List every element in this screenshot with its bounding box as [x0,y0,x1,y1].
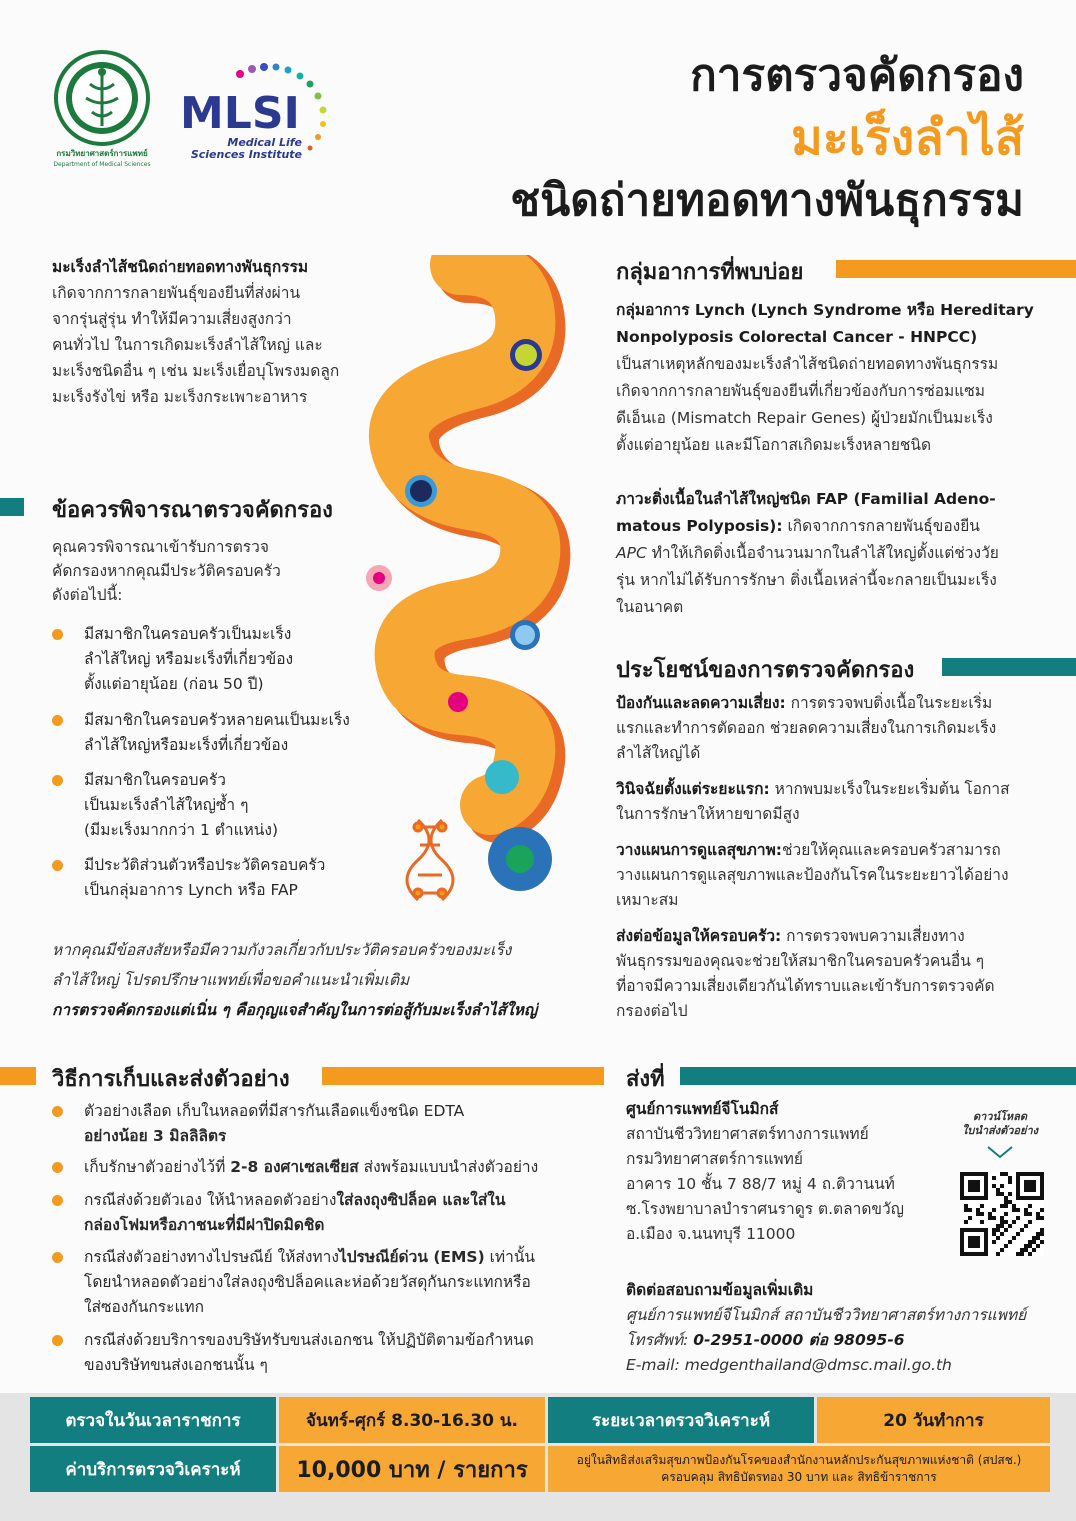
email-link: E-mail: medgenthailand@dmsc.mail.go.th [626,1356,952,1374]
intro-line: จากรุ่นสู่รุ่น ทำให้มีความเสี่ยงสูงกว่า [52,310,292,328]
intro-block [52,254,382,410]
title-line-2: มะเร็งลำไส้ [791,110,1024,166]
sample-item: กรณีส่งตัวอย่างทางไปรษณีย์ ให้ส่งทางไปรษณีย์ด่วน (EMS) เท่านั้น โดยนำหลอดตัวอย่างใส่ลงถุงซิปล็อคและห่อด้วยวัสดุกันกระแทกหรือ ใส่ซองกันกระแทก [52,1245,592,1320]
syndromes-heading: กลุ่มอาการที่พบบ่อย [616,260,804,285]
section-bar [680,1067,1076,1085]
benefit-item: วินิจฉัยตั้งแต่ระยะแรก: หากพบมะเร็งในระยะเริ่มต้น โอกาส ในการรักษาให้หายขาดมีสูง [616,780,1010,823]
intro-line: มะเร็งรังไข่ หรือ มะเร็งกระเพาะอาหาร [52,388,308,406]
duration-value: 20 วันทำการ [817,1397,1050,1443]
intro-line: มะเร็งชนิดอื่น ๆ เช่น มะเร็งเยื่อบุโพรงมดลูก [52,362,340,380]
considerations-intro: คุณควรพิจารณาเข้ารับการตรวจ คัดกรองหากคุณมีประวัติครอบครัว ดังต่อไปนี้: [52,538,281,604]
advice-emphasis: การตรวจคัดกรองแต่เนิ่น ๆ คือกุญแจสำคัญในการต่อสู้กับมะเร็งลำไส้ใหญ่ [52,1001,538,1019]
section-bar [836,260,1076,278]
section-bar [322,1067,604,1085]
sample-item: ตัวอย่างเลือด เก็บในหลอดที่มีสารกันเลือดแข็งชนิด EDTA อย่างน้อย 3 มิลลิลิตร [52,1099,592,1149]
hours-label: ตรวจในวันเวลาราชการ [30,1397,276,1443]
fee-value: 10,000 บาท / รายการ [279,1446,545,1492]
mlsi-logo [178,60,338,164]
contact-block: ติดต่อสอบถามข้อมูลเพิ่มเติม ศูนย์การแพทย์จีโนมิกส์ สถาบันชีววิทยาศาสตร์ทางการแพทย์ โทรศัพท์: 0-2951-0000 ต่อ 98095-6 E-mail: medgenthailand@dmsc.mail.go.th [626,1281,1027,1374]
benefit-item: ส่งต่อข้อมูลให้ครอบครัว: การตรวจพบความเสี่ยงทาง พันธุกรรมของคุณจะช่วยให้สมาชิกในครอบครัวคนอื่น ๆ ที่อาจมีความเสี่ยงเดียวกันได้ทราบและเข้ารับการตรวจคัด กรองต่อไป [616,927,995,1020]
benefit-item: ป้องกันและลดความเสี่ยง: การตรวจพบติ่งเนื้อในระยะเริ่ม แรกและทำการตัดออก ช่วยลดความเสี่ยงในการเกิดมะเร็ง ลำไส้ใหญ่ได้ [616,694,997,762]
considerations-heading: ข้อควรพิจารณาตรวจคัดกรอง [52,498,333,523]
qr-code[interactable] [960,1172,1044,1256]
contact-heading: ติดต่อสอบถามข้อมูลเพิ่มเติม [626,1281,814,1299]
chevron-down-icon [986,1144,1014,1160]
title-line-1: การตรวจคัดกรอง [690,50,1024,101]
title-line-3: ชนิดถ่ายทอดทางพันธุกรรม [510,175,1024,226]
moph-caption-1: กรมวิทยาศาสตร์การแพทย์ [56,149,148,158]
consideration-item: มีสมาชิกในครอบครัว เป็นมะเร็งลำไส้ใหญ่ซ้ำ ๆ (มีมะเร็งมากกว่า 1 ตำแหน่ง) [52,768,372,843]
sendto-heading: ส่งที่ [626,1067,665,1092]
consideration-item: มีสมาชิกในครอบครัวหลายคนเป็นมะเร็ง ลำไส้ใหญ่หรือมะเร็งที่เกี่ยวข้อง [52,708,372,758]
lynch-block: กลุ่มอาการ Lynch (Lynch Syndrome หรือ Hereditary Nonpolyposis Colorectal Cancer - HNPCC) เป็นสาเหตุหลักของมะเร็งลำไส้ชนิดถ่ายทอดทางพันธุกรรม เกิดจากการกลายพันธุ์ของยีนที่เกี่ยวข้องกับการซ่อมแซม ดีเอ็นเอ (Mismatch Repair Genes) ผู้ป่วยมักเป็นมะเร็ง ตั้งแต่อายุน้อย และมีโอกาสเกิดมะเร็งหลายชนิด [616,301,1034,454]
sample-heading: วิธีการเก็บและส่งตัวอย่าง [52,1067,290,1092]
phone-link: 0-2951-0000 ต่อ 98095-6 [693,1331,905,1349]
section-bar [0,1067,36,1085]
consideration-item: มีประวัติส่วนตัวหรือประวัติครอบครัว เป็นกลุ่มอาการ Lynch หรือ FAP [52,853,372,903]
benefit-item: วางแผนการดูแลสุขภาพ:ช่วยให้คุณและครอบครัวสามารถ วางแผนการดูแลสุขภาพและป้องกันโรคในระยะยาวได้อย่าง เหมาะสม [616,841,1009,909]
fee-label: ค่าบริการตรวจวิเคราะห์ [30,1446,276,1492]
fap-block: ภาวะติ่งเนื้อในลำไส้ใหญ่ชนิด FAP (Familial Adeno- matous Polyposis): เกิดจากการกลายพันธุ์ของยีน APC ทำให้เกิดติ่งเนื้อจำนวนมากในลำไส้ใหญ่ตั้งแต่ช่วงวัย รุ่น หากไม่ได้รับการรักษา ติ่งเนื้อเหล่านี้จะกลายเป็นมะเร็ง ในอนาคต [616,490,999,616]
sample-item: กรณีส่งด้วยบริการของบริษัทรับขนส่งเอกชน ให้ปฏิบัติตามข้อกำหนด ของบริษัทขนส่งเอกชนนั้น ๆ [52,1328,592,1378]
mlsi-sub-2: Sciences Institute [190,148,302,161]
duration-label: ระยะเวลาตรวจวิเคราะห์ [548,1397,814,1443]
mlsi-wordmark: MLSI [180,88,300,139]
intro-line: คนทั่วไป ในการเกิดมะเร็งลำไส้ใหญ่ และ [52,336,323,354]
qr-caption: ดาวน์โหลด ใบนำส่งตัวอย่าง [961,1110,1039,1137]
section-bar [942,658,1076,676]
address-block: ศูนย์การแพทย์จีโนมิกส์ สถาบันชีววิทยาศาสตร์ทางการแพทย์ กรมวิทยาศาสตร์การแพทย์ อาคาร 10 ชั้น 7 88/7 หมู่ 4 ถ.ติวานนท์ ซ.โรงพยาบาลบำราศนราดูร ต.ตลาดขวัญ อ.เมือง จ.นนทบุรี 11000 [626,1100,904,1243]
intro-line: เกิดจากการกลายพันธุ์ของยีนที่ส่งผ่าน [52,284,301,302]
hours-value: จันทร์-ศุกร์ 8.30-16.30 น. [279,1397,545,1443]
benefits-heading: ประโยชน์ของการตรวจคัดกรอง [616,658,915,683]
moph-caption-2: Department of Medical Sciences [53,161,151,168]
section-bar [0,498,24,516]
moph-logo [50,50,158,168]
advice-block: หากคุณมีข้อสงสัยหรือมีความกังวลเกี่ยวกับประวัติครอบครัวของมะเร็ง ลำไส้ใหญ่ โปรดปรึกษาแพทย์เพื่อขอคำแนะนำเพิ่มเติม การตรวจคัดกรองแต่เนิ่น ๆ คือกุญแจสำคัญในการต่อสู้กับมะเร็งลำไส้ใหญ่ [52,941,538,1019]
mlsi-sub-1: Medical Life [227,136,302,149]
consideration-item: มีสมาชิกในครอบครัวเป็นมะเร็ง ลำไส้ใหญ่ หรือมะเร็งที่เกี่ยวข้อง ตั้งแต่อายุน้อย (ก่อน 50 ปี) [52,622,372,697]
coverage-note: อยู่ในสิทธิส่งเสริมสุขภาพป้องกันโรคของสำนักงานหลักประกันสุขภาพแห่งชาติ (สปสช.) ครอบคลุม สิทธิบัตรทอง 30 บาท และ สิทธิข้าราชการ [548,1446,1050,1492]
intestine-illustration [360,255,610,915]
sample-item: กรณีส่งด้วยตัวเอง ให้นำหลอดตัวอย่างใส่ลงถุงซิปล็อค และใส่ใน กล่องโฟมหรือภาชนะที่มีฝาปิดมิดชิด [52,1188,592,1238]
intro-heading: มะเร็งลำไส้ชนิดถ่ายทอดทางพันธุกรรม [52,258,309,276]
sample-item: เก็บรักษาตัวอย่างไว้ที่ 2-8 องศาเซลเซียส ส่งพร้อมแบบนำส่งตัวอย่าง [52,1155,592,1180]
